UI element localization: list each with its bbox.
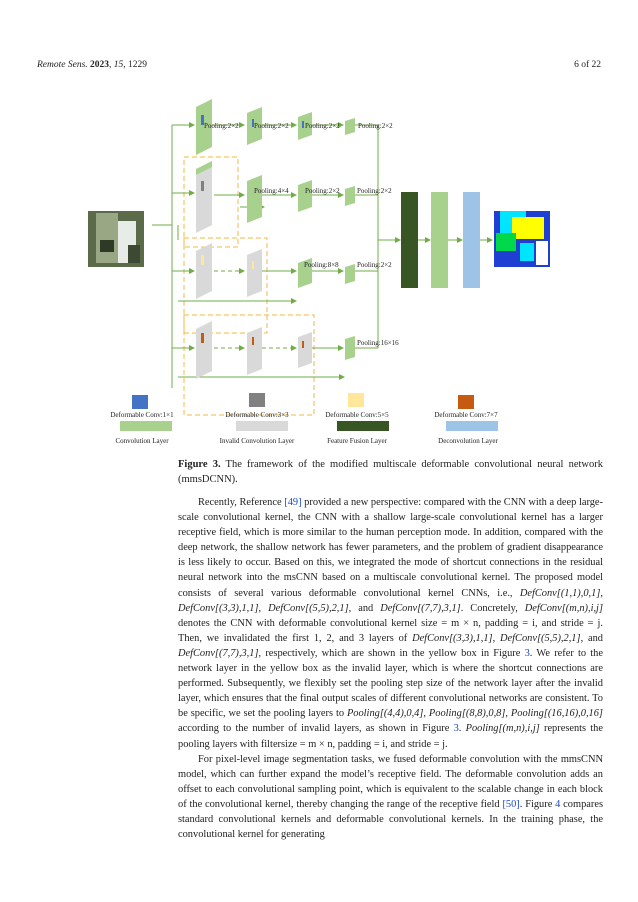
pooling-label: Pooling:2×2 [357,261,392,269]
deform-conv7-kernel [302,341,304,348]
deform-conv7-kernel [201,333,204,343]
mmsdcnn-framework-diagram [0,95,638,455]
deform-conv5-kernel [252,261,254,269]
pooling-label: Pooling:4×4 [254,187,289,195]
pooling-label: Pooling:8×8 [304,261,339,269]
row2-layers [196,161,355,233]
feature-fusion-layer [401,192,418,288]
conv-layer-r4-4 [345,336,355,360]
figure-3-link[interactable]: 3 [453,723,459,735]
row4-layers [196,321,355,379]
pooling-label: Pooling:2×2 [254,122,289,130]
conv-layer-r2-3 [298,180,312,212]
legend-label: Deformable Conv:3×3 [225,411,289,419]
deform-conv7-kernel [252,337,254,345]
reference-49-link[interactable]: [49] [284,497,302,508]
pooling-label: Pooling:2×2 [305,122,340,130]
deform-conv1-kernel [302,121,304,128]
body-text [178,495,603,842]
legend-label: Deconvolution Layer [438,437,498,445]
legend-swatch-deconv-layer [446,421,498,431]
paragraph-2: For pixel-level image segmentation tasks, we fused deformable convolution with the mmsCNN model, which can further expand the model’s receptive field. The deformable convolution adds an offset to each convolutional sampling point, which is equivalent to the scalable change in each block of the convolutional kernel, thereby changing the range of the receptive field [50]. Figure 4 compares standard convolutional kernels and deformable convolutional kernels. In the training phase, the convolutional kernel for generating [178,753,603,841]
pooling-label: Pooling:2×2 [204,122,239,130]
figure-label: Figure 3. [178,459,221,470]
legend [110,393,498,445]
legend-label: Feature Fusion Layer [327,437,387,445]
legend-label: Deformable Conv:7×7 [434,411,498,419]
journal-name: Remote Sens. [37,60,88,70]
segmentation-output [494,211,550,267]
invalid-layer-r2 [196,167,212,233]
legend-label: Deformable Conv:5×5 [325,411,389,419]
reference-50-link[interactable]: [50] [502,798,520,810]
deform-conv3-kernel [201,181,204,191]
deconv-layer [463,192,480,288]
legend-swatch-invalid-layer [236,421,288,431]
legend-swatch-conv1 [132,395,148,409]
figure-caption [178,457,603,487]
invalid-layer-r3-2 [247,249,262,297]
invalid-layer-r4-2 [247,327,262,375]
journal-volume: 15 [113,60,124,70]
figure-4-link[interactable]: 4 [555,798,561,810]
input-image [88,211,144,267]
pooling-label: Pooling:2×2 [358,122,393,130]
legend-swatch-conv5 [348,393,364,407]
paragraph-1: Recently, Reference [49] provided a new perspective: compared with the CNN with a deep large-scale convolutional kernel, the CNN with a shallow large-scale convolutional kernel has a larger receptive field, which is more similar to the human perception mode. In addition, compared with the deep network, the shallow network has fewer parameters, and the problem of gradient disappearance is less likely to occur. Based on this, we integrated the mode of shortcut connections in the residual neural network into the msCNN based on a multiscale convolutional kernel. The proposed model consists of several various deformable convolutional kernel CNNs, i.e., DefConv[(1,1),0,1], DefConv[(3,3),1,1], DefConv[(5,5),2,1], and DefConv[(7,7),3,1]. Concretely, DefConv[(m,n),i,j] denotes the CNN with deformable convolutional kernel size = m × n, padding = i, and stride = j. Then, we invalidated the first 1, 2, and 3 layers of DefConv[(3,3),1,1], DefConv[(5,5),2,1], and DefConv[(7,7),3,1], respectively, which are shown in the yellow box in Figure 3. We refer to the network layer in the yellow box as the invalid layer, which is where the shortcut connections are performed. Subsequently, we flexibly set the pooling step size of the network layer after the invalid layer, which ensures that the final output scales of different convolutional networks are consistent. To be specific, we set the pooling layers to Pooling[(4,4),0,4], Pooling[(8,8),0,8], Pooling[(16,16),0,16] according to the number of invalid layers, as shown in Figure 3. Pooling[(m,n),i,j] represents the pooling layers with filtersize = m × n, padding = i, and stride = j. [178,497,603,750]
journal-year: 2023 [90,60,110,70]
conv-layer-r1-4 [345,118,355,135]
pooling-label: Pooling:2×2 [305,187,340,195]
invalid-layer-r3-1 [196,243,212,299]
conv-layer-r3-4 [345,264,355,284]
legend-swatch-fusion-layer [337,421,389,431]
legend-label: Deformable Conv:1×1 [110,411,174,419]
figure-caption-text: The framework of the modified multiscale deformable convolutional neural network (mmsDCNN). [178,459,603,485]
legend-swatch-conv-layer [120,421,172,431]
page-number: 6 of 22 [574,60,601,70]
pooling-label: Pooling:16×16 [357,339,399,347]
conv-layer-r2-2 [247,175,262,223]
deform-conv5-kernel [201,255,204,265]
legend-label: Invalid Convolution Layer [219,437,295,445]
running-header-citation: Remote Sens. 2023, 15, 1229 [37,60,148,70]
legend-label: Convolution Layer [115,437,169,445]
conv-layer-r2-4 [345,186,355,206]
invalid-layer-r4-1 [196,321,212,379]
invalid-layer-r4-3 [298,332,312,368]
legend-swatch-conv3 [249,393,265,407]
article-number: 1229 [128,60,148,70]
pooling-label: Pooling:2×2 [357,187,392,195]
pooling-labels [204,122,399,347]
legend-swatch-conv7 [458,395,474,409]
conv-layer-output [431,192,448,288]
figure-3-link[interactable]: 3 [524,647,530,659]
